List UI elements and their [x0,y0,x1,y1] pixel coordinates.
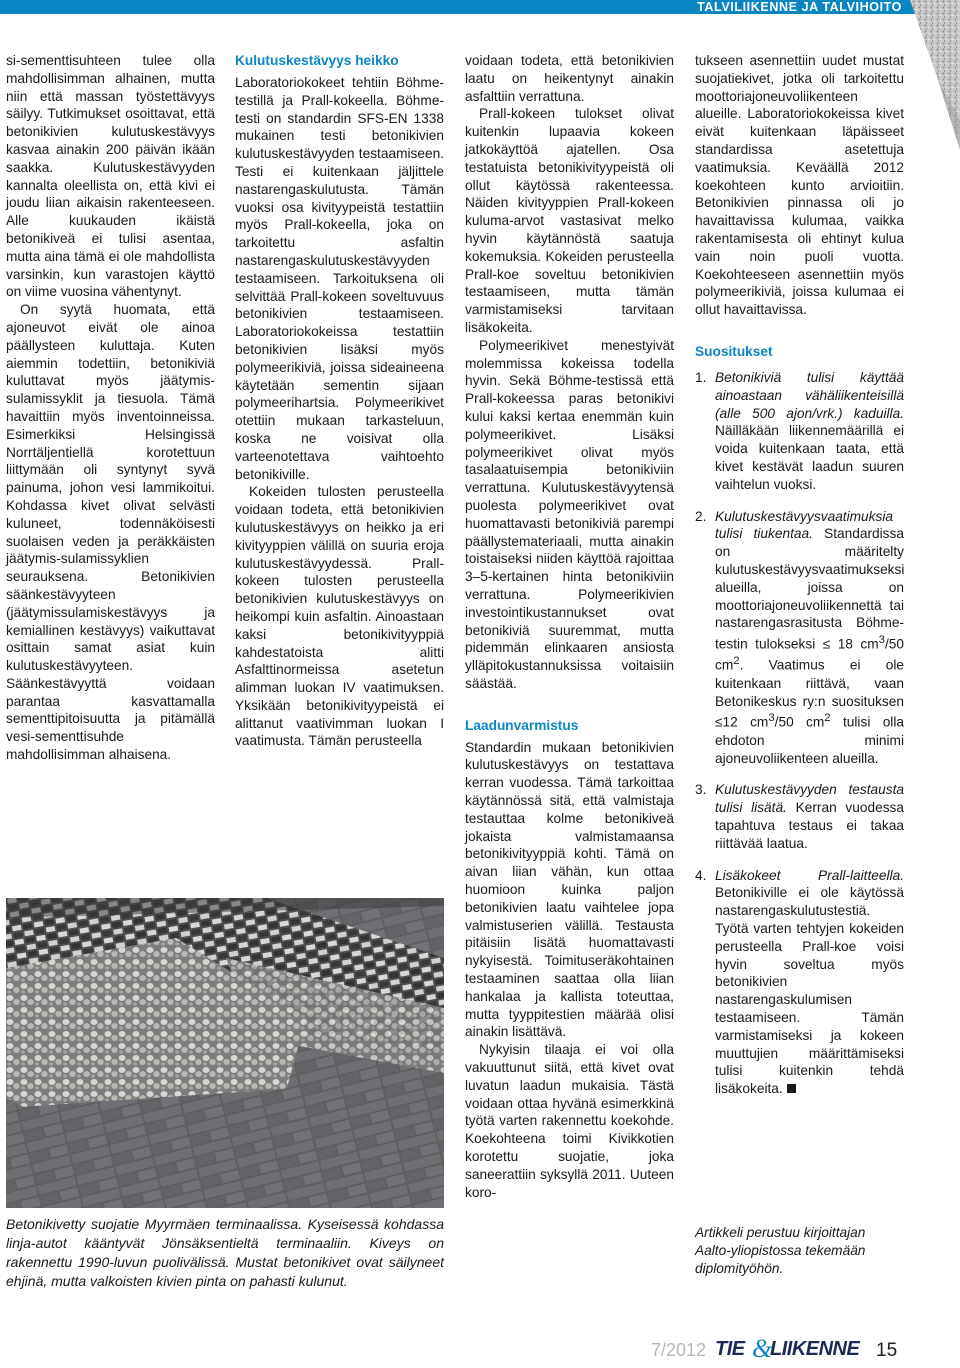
superscript: 3 [768,712,775,725]
recommendation-1 [695,369,904,494]
col2-paragraph-1: Laboratoriokokeet tehtiin Böhme-testillä ja Prall-kokeella. Böhme-testi on standardin SFS-EN 1338 mukainen testi betonikivien kulutuskestävyyden testaamiseen. Testi ei kuitenkaan jäljittele nastarengaskulutusta. Tämän vuoksi osa kivityypeistä testattiin myös Prall-kokeella, joka on tarkoitettu asfaltin nastarengaskulutuskestävyyden testaamiseen. Tarkoituksena oli selvittää Prall-kokeen soveltuvuus betonikivien testaamiseen. Laboratoriokokeissa testattiin betonikivien lisäksi myös polymeerikiviä, joissa sideaineena käytetään sementin sijaan polymeerihartsia. Polymeerikivet otettiin mukaan tarkasteluun, koska ne voisivat olla varteenotettava vaihtoehto betonikiville. [235,75,444,482]
magazine-logo-part2: LIIKENNE [770,1338,860,1360]
recommendation-text-a: Standardissa on määritelty kulutuskestävyysvaatimukseksi alueilla, joissa on moottoriajoneuvoliikennettä tai nastarengasrasitusta Böhme-testin tulokseksi ≤ 18 cm [715,526,905,652]
photo-caption: Betonikivetty suojatie Myyrmäen terminaalissa. Kyseisessä kohdassa linja-autot kääntyvät Jönsäksentieltä terminaaliin. Kiveys on rakennettu 1990-luvun puolivälissä. Mustat betonikivet ovat säilyneet ehjinä, mutta valkoisten kivien pinta on pahasti kulunut. [6,1216,444,1289]
recommendation-title: Kulutuskestävyysvaatimuksia tulisi tiukentaa. [715,508,894,542]
paving-photo [6,898,444,1208]
stone-texture-corner [900,0,960,150]
recommendation-2 [695,508,904,768]
column-1 [6,52,215,764]
heading-suositukset: Suositukset [695,343,773,359]
end-mark-icon [787,1084,796,1093]
superscript: 3 [878,634,885,647]
superscript: 2 [733,655,740,668]
recommendation-text-d: /50 cm [774,714,825,730]
col3-paragraph-4: Standardin mukaan betonikivien kulutuskestävyys on testattava kerran vuodessa. Tämä tarkoittaa käytännössä sitä, että valmistaja testauttaa kolme betonikiveä jokaista valmistamaansa betonikivityyppiä kohti. Tämä on aivan liian vähän, kun ottaa huomioon kuinka paljon betonikivien laatu vaihtelee jopa valmistuserien välillä. Testausta pitäisiin lisätä huomattavasti nykyisestä. Toimituseräkohtainen testaaminen saattaa olla liian hankalaa ja kallista toteuttaa, mutta tyyppitestien määrää olisi ainakin lisättävä. [465,739,674,1040]
col1-paragraph-2: On syytä huomata, että ajoneuvot eivät ole ainoa päällysteen kuluttaja. Kuten aiemmin todettiin, betonikiviä kuluttavat myös jäätymis-sulamissyklit ja tiesuola. Tämä havaittiin myös inventoinneissa. Esimerkiksi Helsingissä Norrtäljentiellä korotettuun liittymään oli syntynyt syvä painuma, johon vesi lammikoitui. Kohdassa kivet olivat selvästi kuluneet, todennäköisesti suolaisen veden ja peräkkäisten jäätymis-sulamissyklien seurauksena. Betonikivien säänkestävyyteen (jäätymissulamiskestävyys ja kemiallinen kestävyys) vaikuttavat osittain samat asiat kuin kulutuskestävyyteen. Säänkestävyyttä voidaan parantaa kasvattamalla sementtipitoisuutta ja pitämällä vesi-sementtisuhde mahdollisimman alhaisena. [6,302,215,763]
recommendation-number: 2. [695,508,707,524]
recommendations-list [695,369,904,1098]
magazine-logo-part1: TIE [715,1338,745,1360]
recommendation-text: Betonikiville ei ole käytössä nastarengaskulutustestiä. Työtä varten tehtyjen kokeiden perusteella Prall-koe voisi hyvin soveltua myös betonikivien nastarengaskulumisen testaamiseen. Tämän varmistamiseksi ja kokeen muuttujien määrittämiseksi tulisi kuitenkin tehdä lisäkokeita. [715,885,904,1097]
issue-number: 7/2012 [651,1340,707,1360]
col3-paragraph-3: Polymeerikivet menestyivät molemmissa kokeissa todella hyvin. Sekä Böhme-testissä että Prall-kokeessa paras betonikivi kului kaksi kertaa enemmän kuin polymeerikivet. Lisäksi polymeerikivet olivat myös tasalaatuisempia betonikiviin verrattuna. Kulutuskestävyytensä puolesta polymeerikivet ovat huomattavasti betonikiviä parempi päällystemateriaali, mutta ainakin toistaiseksi niiden käyttöä rajoittaa 3–5-kertainen hinta betonikiviin verrattuna. Polymeerikivien investointikustannukset ovat betonikiviä suuremmat, mutta pidemmän elinkaaren ansiosta ylläpitokustannuksissa voitaisiin säästää. [465,337,674,691]
column-3 [465,52,674,1201]
recommendation-3 [695,781,904,852]
column-4 [695,52,904,1112]
recommendation-text-e: tulisi olla ehdoton minimi ajoneuvoliikenteen alueilla. [715,714,905,766]
heading-kulutuskestavyys: Kulutuskestävyys heikko [235,53,399,68]
recommendation-title: Lisäkokeet Prall-laitteella. [715,867,904,883]
col1-paragraph-1: si-sementtisuhteen tulee olla mahdollisimman alhainen, mutta niin että massan työstettävyys säilyy. Tutkimukset osoittavat, että betonikivien kulutuskestävyys kasvaa ainakin 200 päivän ikään saakka. Kulutuskestävyyden kannalta oleellista on, että kivi ei joudu liian aikaisin rakenteeseen. Alle kuukauden ikäistä betonikiveä ei tulisi asentaa, mutta aina tämä ei ole mahdollista varsinkin, kun varastojen käyttö on viime vuosina vähentynyt. [6,53,215,300]
page-footer [0,1336,960,1368]
recommendation-title: Betonikiviä tulisi käyttää ainoastaan vähäliikenteisillä (alle 500 ajon/vrk.) kaduilla. [715,369,904,421]
recommendation-number: 1. [695,369,707,385]
magazine-logo-ampersand: & [752,1334,773,1363]
column-2 [235,52,444,750]
section-label: TALVILIIKENNE JA TALVIHOITO [697,0,902,14]
recommendation-number: 3. [695,782,707,798]
col3-paragraph-1: voidaan todeta, että betonikivien laatu on heikentynyt ainakin asfalttiin verrattuna. [465,53,674,104]
col2-paragraph-2: Kokeiden tulosten perusteella voidaan todeta, että betonikivien kulutuskestävyys on heikko ja eri kivityyppien välillä on suuria eroja kulutuskestävyydessä. Prall-kokeen tulosten perusteella betonikivien kulutuskestävyys on heikompi kuin asfaltin. Ainoastaan kaksi betonikivityyppiä kahdestatoista alitti Asfalttinormeissa asetetun alimman luokan IV vaatimuksen. Yksikään betonikivityypeistä ei alittanut vaativimman luokan I vaatimusta. Tämän perusteella [235,484,444,749]
paving-photo-illustration [6,898,444,1208]
article-credit: Artikkeli perustuu kirjoittajan Aalto-yliopistossa tekemään diplomityöhön. [695,1225,866,1276]
col3-paragraph-5: Nykyisin tilaaja ei voi olla vakuuttunut siitä, että kivet ovat luvatun laadun mukaisia. Tästä voidaan ottaa hyvänä esimerkkinä työtä varten rakennettu koekohde. Koekohteena toimi Kivikkotien korotettu suojatie, joka saneerattiin syksyllä 2011. Uuteen koro- [465,1042,674,1200]
superscript: 2 [824,712,831,725]
recommendation-number: 4. [695,867,707,883]
col3-paragraph-2: Prall-kokeen tulokset olivat kuitenkin lupaavia kokeen jatkokäyttöä ajatellen. Osa testatuista betonikivityypeistä oli ollut käytössä rakenteessa. Näiden kivityyppien Prall-kokeen kuluma-arvot vastasivat melko hyvin käytännöstä saatuja kokemuksia. Kokeiden perusteella Prall-koe soveltuu betonikivien testaamiseen, mutta tämän varmistamiseksi tarvitaan lisäkokeita. [465,106,674,335]
col4-paragraph-1: tukseen asennettiin uudet mustat suojatiekivet, jotka oli tarkoitettu moottoriajoneuvoliikenteen alueille. Laboratoriokokeissa kivet eivät kuitenkaan läpäisseet standardissa asetettuja vaatimuksia. Keväällä 2012 koekohteen kunto arvioitiin. Betonikivien pinnassa oli jo havaittavissa kulumaa, vaikka rakentamisesta oli ehtinyt kulua vain noin puoli vuotta. Koekohteeseen asennettiin myös polymeerikiviä, joissa kulumaa ei ollut havaittavissa. [695,53,904,318]
recommendation-text: Näilläkään liikennemäärillä ei voida kuitenkaan taata, että kivet kestävät laadun suuren vaihtelun vuoksi. [715,423,904,492]
recommendation-4 [695,867,904,1098]
page-number: 15 [876,1340,898,1361]
recommendation-text-b: /50 cm [715,636,904,674]
heading-laadunvarmistus: Laadunvarmistus [465,717,579,733]
recommendation-title: Kulutuskestävyyden testausta tulisi lisätä. [715,782,904,816]
recommendation-text: Kerran vuodessa tapahtuva testaus ei takaa riittävää laatua. [715,800,904,851]
recommendation-text-c: . Vaatimus ei ole kuitenkaan riittävä, vaan Betonikeskus ry:n suosituksen ≤12 cm [715,658,904,730]
